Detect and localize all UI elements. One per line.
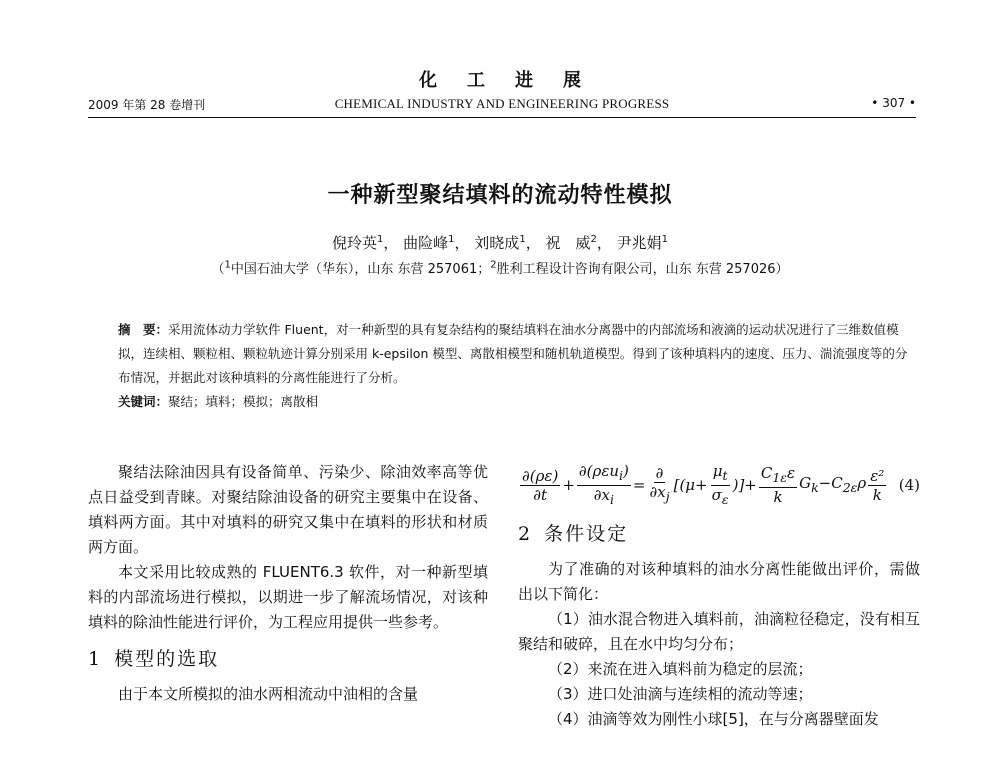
list-item: （4）油滴等效为刚性小球[5]，在与分离器壁面发 [548, 710, 879, 728]
issue-info: 2009 年第 28 卷增刊 [88, 98, 206, 112]
journal-name-english: CHEMICAL INDUSTRY AND ENGINEERING PROGRESS [334, 96, 670, 111]
right-column [518, 460, 920, 732]
keywords-label: 关键词： [118, 394, 169, 409]
affil-mark: 1 [224, 259, 231, 271]
affiliation-2: 胜利工程设计咨询有限公司，山东 东营 257026） [496, 262, 789, 277]
author-name: 曲险峰 [403, 234, 449, 252]
left-column [88, 460, 488, 707]
body-paragraph: 本文采用比较成熟的 FLUENT6.3 软件，对一种新型填料的内部流场进行模拟，以期进一步了解流场情况，对该种填料的除油性能进行评价，为工程应用提供一些参考。 [88, 563, 488, 631]
body-paragraph: 由于本文所模拟的油水两相流动中油相的含量 [118, 685, 419, 703]
author-name: 刘晓成 [474, 234, 520, 252]
affil-mark: 2 [490, 259, 497, 271]
body-paragraph: 为了准确的对该种填料的油水分离性能做出评价，需做出以下简化： [518, 560, 920, 603]
author-affil-mark: 1 [661, 234, 669, 245]
section-heading-2: 2 条件设定 [518, 523, 629, 545]
section-heading-1: 1 模型的选取 [88, 648, 220, 670]
affiliation-1: 中国石油大学（华东），山东 东营 257061； [230, 262, 491, 277]
journal-name-chinese: 化工进展 [419, 70, 611, 91]
equation-number: (4) [898, 475, 920, 494]
keywords [118, 390, 908, 414]
equation-4: $\frac{\partial(\rho\varepsilon)}{\partial t}$ + $\frac{\partial(\rho\varepsilon u_i)}{\partial x_i}$ = $\frac{\partial}{\partial x_j}$ [(μ+ $\frac{\mu_t}{\sigma_\varepsilon}$ )]+ $\frac{C_{1\varepsilon}\varepsilon}{k}$ $G_k-C_{2\varepsilon}\rho$ $\frac{\text{ε²}}{k}$ (4) [522, 461, 920, 507]
abstract-block [118, 318, 908, 414]
affiliations: （$^1$中国石油大学（华东），山东 东营 257061；$^2$胜利工程设计咨询有限公司，山东 东营 257026） [211, 259, 789, 277]
author-affil-mark: 1 [448, 234, 455, 245]
author-name: 祝 威 [545, 234, 591, 252]
list-item: （3）进口处油滴与连续相的流动等速； [548, 685, 813, 703]
body-paragraph: 聚结法除油因具有设备简单、污染少、除油效率高等优点日益受到青睐。对聚结除油设备的研究主要集中在设备、填料两方面。其中对填料的研究又集中在填料的形状和材质两方面。 [88, 463, 488, 556]
abstract-text: 采用流体动力学软件 Fluent，对一种新型的具有复杂结构的聚结填料在油水分离器中的内部流场和液滴的运动状况进行了三维数值模拟，连续相、颗粒相、颗粒轨迹计算分别采用 k-epsilon 模型、离散相模型和随机轨道模型。得到了该种填料内的速度、压力、湍流强度等的分布情况，并据此对该种填料的分离性能进行了分析。 [118, 322, 908, 385]
author-affil-mark: 2 [590, 234, 597, 245]
page-number: • 307 • [871, 96, 916, 110]
author-name: 尹兆娟 [616, 234, 662, 252]
author-affil-mark: 1 [376, 234, 384, 245]
assumption-list [518, 607, 920, 732]
keywords-text: 聚结；填料；模拟；离散相 [168, 394, 319, 409]
abstract-label: 摘 要： [118, 322, 169, 337]
list-item: （2）来流在进入填料前为稳定的层流； [548, 660, 813, 678]
author-affil-mark: 1 [519, 234, 526, 245]
author-list: 倪玲英$^1$， 曲险峰$^1$， 刘晓成$^1$， 祝 威$^2$， 尹兆娟$^1$ [331, 234, 669, 252]
paper-title: 一种新型聚结填料的流动特性模拟 [327, 183, 673, 208]
list-item: （1）油水混合物进入填料前，油滴粒径稳定，没有相互聚结和破碎，且在水中均匀分布； [518, 610, 920, 653]
header-rule [88, 117, 916, 118]
abstract [118, 318, 908, 390]
running-header [88, 96, 916, 116]
author-name: 倪玲英 [331, 234, 377, 252]
